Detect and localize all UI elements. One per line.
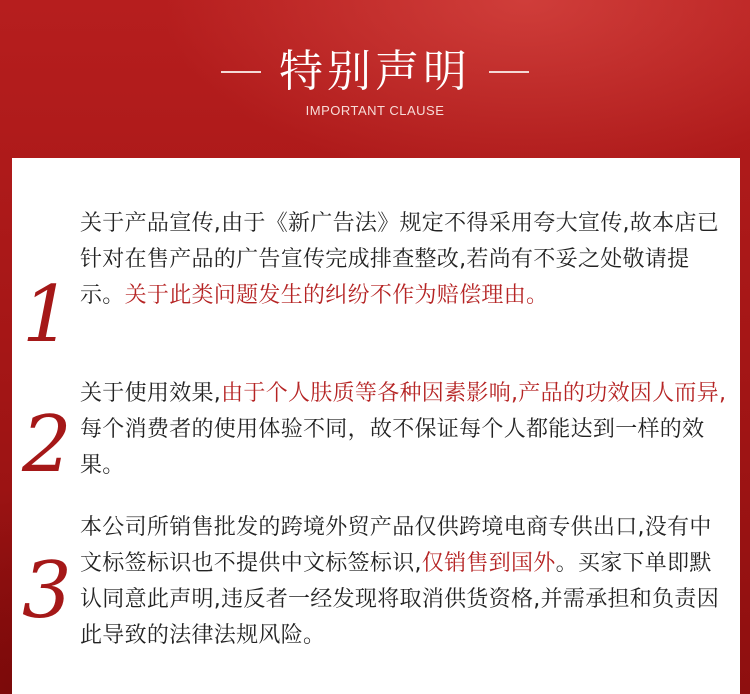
clause-1-plain-text: 关于产品宣传,由于《新广告法》规定不得采用夸大宣传,故本店已针对在售产品的广告宣传完成排查整改,若尚有不妥之处敬请提示。 — [80, 211, 719, 308]
clause-text-3 — [80, 510, 728, 654]
clause-text-1 — [80, 206, 728, 314]
clause-number-1: 1 — [22, 270, 72, 360]
clause-number-3: 3 — [22, 546, 72, 636]
clause-3-plain-text-2: 。买家下单即默认同意此声明,违反者一经发现将取消供货资格,并需承担和负责因此导致的法律法规风险。 — [80, 551, 719, 648]
title-right-divider — [489, 71, 529, 73]
clause-1-highlight-text: 关于此类问题发生的纠纷不作为赔偿理由。 — [124, 283, 549, 308]
title-left-divider — [221, 71, 261, 73]
clause-panel — [12, 158, 740, 694]
title-row — [0, 40, 750, 104]
clause-3-plain-text-1: 本公司所销售批发的跨境外贸产品仅供跨境电商专供出口,没有中文标签标识也不提供中文标签标识, — [80, 515, 712, 576]
clause-2-plain-text-2: 每个消费者的使用体验不同，故不保证每个人都能达到一样的效果。 — [80, 417, 705, 478]
clause-3-highlight-text: 仅销售到国外 — [421, 551, 556, 576]
header — [0, 0, 750, 160]
clause-2-plain-text-1: 关于使用效果, — [80, 381, 222, 406]
clause-text-2 — [80, 376, 728, 484]
page-title: 特别声明 — [279, 46, 471, 97]
clause-number-2: 2 — [22, 400, 72, 490]
clause-2-highlight-text: 由于个人肤质等各种因素影响,产品的功效因人而异, — [221, 381, 727, 406]
page-subtitle: IMPORTANT CLAUSE — [305, 103, 445, 118]
